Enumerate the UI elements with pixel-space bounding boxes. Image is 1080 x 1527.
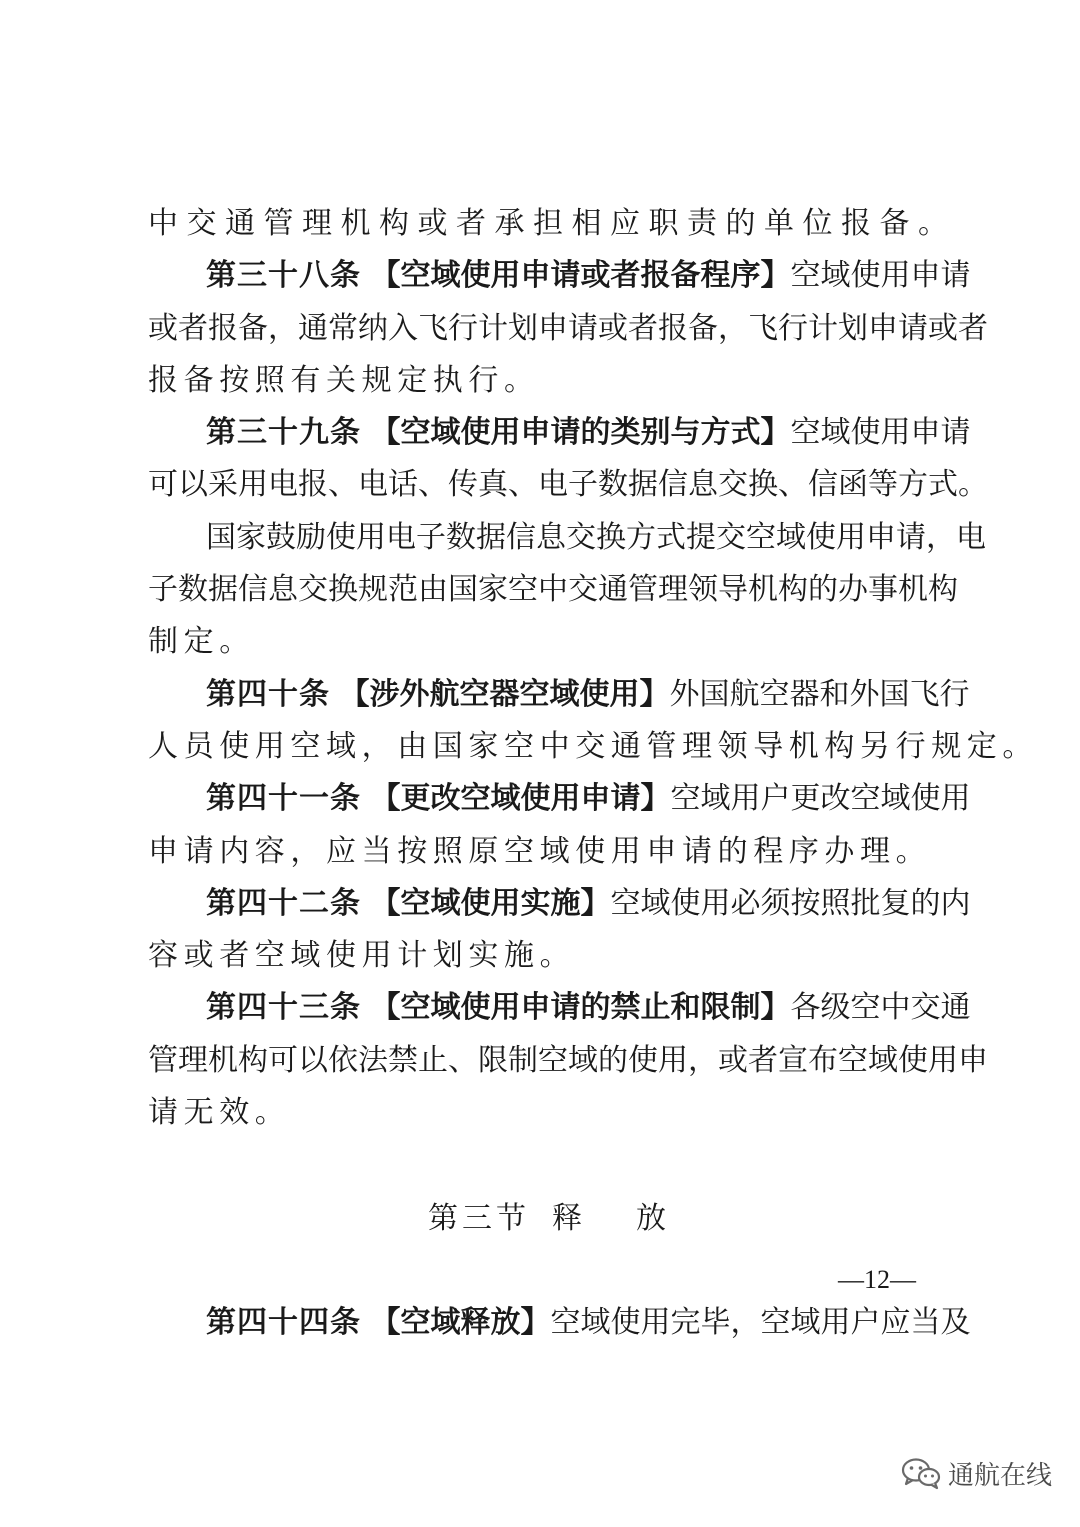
watermark — [900, 1453, 1052, 1493]
article-number: 第三十八条 — [206, 258, 361, 293]
text-line: 子数据信息交换规范由国家空中交通管理领导机构的办事机构 — [148, 572, 958, 607]
article-41-first-line — [206, 779, 971, 819]
article-title: 【空域使用申请或者报备程序】 — [370, 258, 791, 293]
article-43-first-line — [206, 988, 971, 1028]
article-40-first-line — [206, 675, 970, 715]
section-number: 第三节 — [428, 1201, 530, 1236]
section-title-char: 释 — [552, 1201, 582, 1236]
article-number: 第三十九条 — [206, 415, 361, 450]
article-title: 【空域使用实施】 — [370, 886, 611, 921]
article-text: 空域使用必须按照批复的内 — [610, 886, 971, 921]
article-title: 【空域释放】 — [370, 1305, 551, 1340]
article-title: 【空域使用申请的禁止和限制】 — [370, 990, 791, 1025]
text-line: 制定。 — [148, 624, 255, 659]
section-heading — [428, 1199, 668, 1239]
text-line: 人员使用空域，由国家空中交通管理领导机构另行规定。 — [148, 729, 1038, 764]
watermark-text: 通航在线 — [948, 1460, 1053, 1491]
article-number: 第四十一条 — [206, 781, 361, 816]
text-line: 可以采用电报、电话、传真、电子数据信息交换、信函等方式。 — [148, 467, 988, 502]
article-text: 空域使用完毕，空域用户应当及 — [550, 1305, 971, 1340]
article-title: 【更改空域使用申请】 — [370, 781, 671, 816]
paragraph-first-line: 国家鼓励使用电子数据信息交换方式提交空域使用申请，电 — [206, 520, 986, 555]
article-text: 各级空中交通 — [790, 990, 971, 1025]
article-text: 外国航空器和外国飞行 — [669, 677, 970, 712]
text-line: 或者报备，通常纳入飞行计划申请或者报备，飞行计划申请或者 — [148, 311, 988, 346]
text-line: 中交通管理机构或者承担相应职责的单位报备。 — [148, 206, 948, 241]
article-42-first-line — [206, 884, 971, 924]
article-number: 第四十二条 — [206, 886, 361, 921]
article-38-first-line — [206, 256, 971, 296]
article-title: 【涉外航空器空域使用】 — [339, 677, 670, 712]
article-number: 第四十条 — [206, 677, 330, 712]
text-line: 容或者空域使用计划实施。 — [148, 938, 576, 973]
article-39-first-line — [206, 413, 971, 453]
article-text: 空域使用申请 — [790, 258, 971, 293]
article-44-first-line — [206, 1303, 971, 1343]
wechat-icon — [900, 1456, 942, 1490]
page-number: —12— — [838, 1265, 916, 1294]
text-line: 请无效。 — [148, 1095, 291, 1130]
text-line: 报备按照有关规定执行。 — [148, 363, 540, 398]
article-number: 第四十四条 — [206, 1305, 361, 1340]
section-title-char: 放 — [636, 1201, 666, 1236]
text-line: 申请内容，应当按照原空域使用申请的程序办理。 — [148, 834, 932, 869]
article-text: 空域使用申请 — [790, 415, 971, 450]
article-text: 空域用户更改空域使用 — [670, 781, 971, 816]
article-title: 【空域使用申请的类别与方式】 — [370, 415, 791, 450]
text-line: 管理机构可以依法禁止、限制空域的使用，或者宣布空域使用申 — [148, 1043, 988, 1078]
article-number: 第四十三条 — [206, 990, 361, 1025]
